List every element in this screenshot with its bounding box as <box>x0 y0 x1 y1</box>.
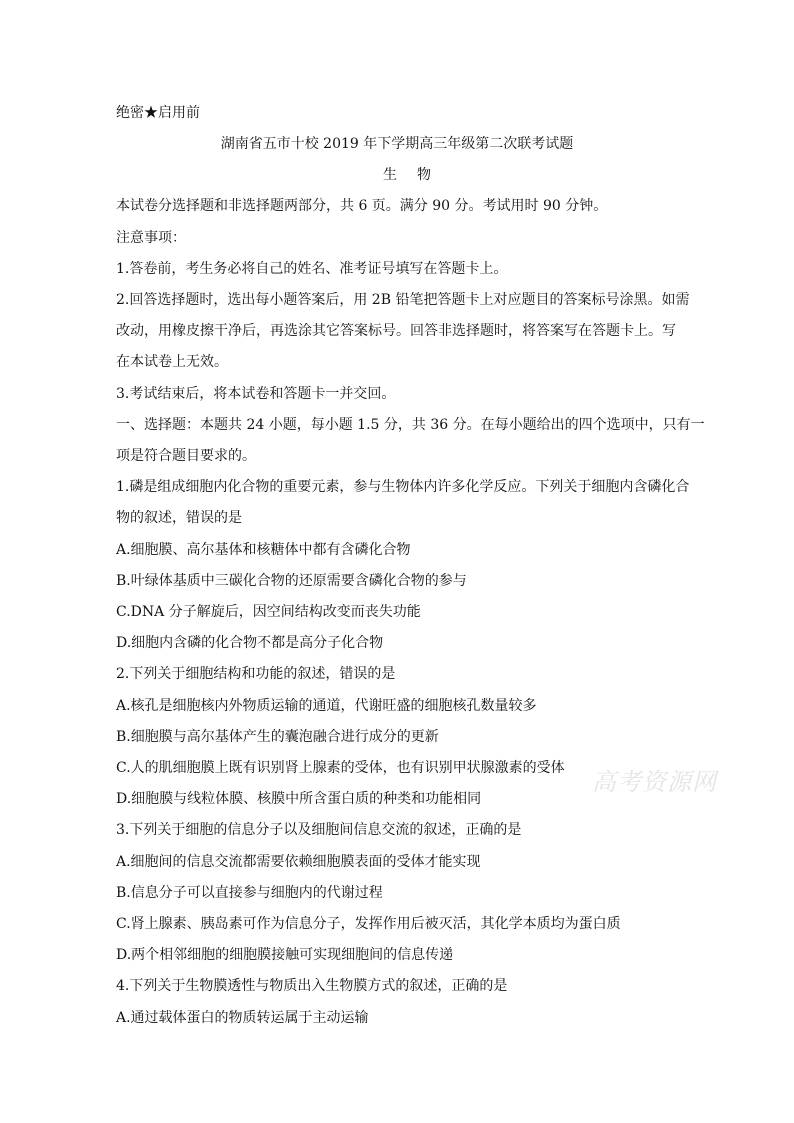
question-option: C.肾上腺素、胰岛素可作为信息分子，发挥作用后被灭活，其化学本质均为蛋白质 <box>116 916 621 932</box>
section-heading: 一、选择题：本题共 24 小题，每小题 1.5 分，共 36 分。在每小题给出的四个选项中，只有一 <box>116 417 705 433</box>
question-option: A.核孔是细胞核内外物质运输的通道，代谢旺盛的细胞核孔数量较多 <box>116 698 537 714</box>
subject-title: 生物 <box>383 167 451 183</box>
question-stem: 3.下列关于细胞的信息分子以及细胞间信息交流的叙述，正确的是 <box>116 822 522 838</box>
notice-item: 改动，用橡皮擦干净后，再选涂其它答案标号。回答非选择题时，将答案写在答题卡上。写 <box>116 323 676 339</box>
notice-item: 1.答卷前，考生务必将自己的姓名、准考证号填写在答题卡上。 <box>116 261 508 277</box>
watermark: 高考资源网 <box>592 768 717 796</box>
question-option: B.叶绿体基质中三碳化合物的还原需要含磷化合物的参与 <box>116 573 467 589</box>
intro-text: 本试卷分选择题和非选择题两部分，共 6 页。满分 90 分。考试用时 90 分钟。 <box>116 198 608 214</box>
question-option: C.DNA 分子解旋后，因空间结构改变而丧失功能 <box>116 604 421 620</box>
question-stem: 2.下列关于细胞结构和功能的叙述，错误的是 <box>116 666 396 682</box>
exam-title: 湖南省五市十校 2019 年下学期高三年级第二次联考试题 <box>220 136 574 152</box>
notice-item: 2.回答选择题时，选出每小题答案后，用 2B 铅笔把答题卡上对应题目的答案标号涂黑。如需 <box>116 292 690 308</box>
section-heading: 项是符合题目要求的。 <box>116 448 256 464</box>
question-stem: 物的叙述，错误的是 <box>116 510 242 526</box>
question-option: D.细胞内含磷的化合物不都是高分子化合物 <box>116 635 384 651</box>
notice-item: 3.考试结束后，将本试卷和答题卡一并交回。 <box>116 386 396 402</box>
notice-heading: 注意事项： <box>116 230 186 246</box>
question-option: A.细胞膜、高尔基体和核糖体中都有含磷化合物 <box>116 542 411 558</box>
question-option: B.细胞膜与高尔基体产生的囊泡融合进行成分的更新 <box>116 729 439 745</box>
question-stem: 4.下列关于生物膜透性与物质出入生物膜方式的叙述，正确的是 <box>116 978 508 994</box>
question-option: D.两个相邻细胞的细胞膜接触可实现细胞间的信息传递 <box>116 947 454 963</box>
question-option: D.细胞膜与线粒体膜、核膜中所含蛋白质的种类和功能相同 <box>116 791 482 807</box>
question-stem: 1.磷是组成细胞内化合物的重要元素，参与生物体内许多化学反应。下列关于细胞内含磷化合 <box>116 479 690 495</box>
notice-item: 在本试卷上无效。 <box>116 354 228 370</box>
question-option: B.信息分子可以直接参与细胞内的代谢过程 <box>116 885 383 901</box>
question-option: A.细胞间的信息交流都需要依赖细胞膜表面的受体才能实现 <box>116 854 481 870</box>
secret-mark: 绝密★启用前 <box>116 105 200 121</box>
question-option: A.通过载体蛋白的物质转运属于主动运输 <box>116 1010 369 1026</box>
question-option: C.人的肌细胞膜上既有识别肾上腺素的受体，也有识别甲状腺激素的受体 <box>116 760 565 776</box>
